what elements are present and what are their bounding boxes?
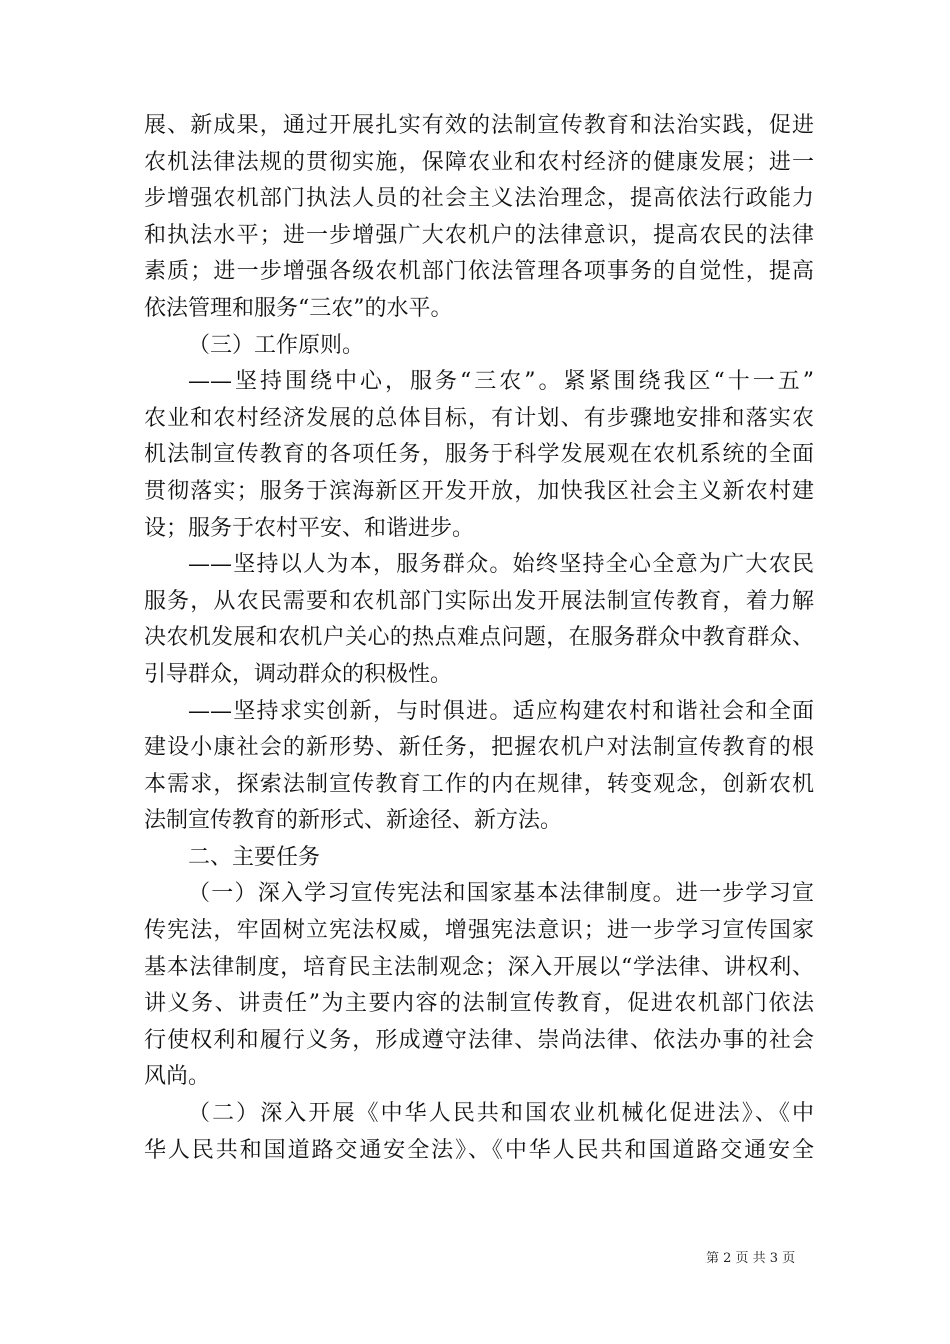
text-line: 素质；进一步增强各级农机部门依法管理各项事务的自觉性，提高: [144, 259, 814, 285]
text-line: 华人民共和国道路交通安全法》、《中华人民共和国道路交通安全: [144, 1137, 814, 1163]
text-line: 引导群众，调动群众的积极性。: [144, 661, 453, 687]
page-number-footer: 第 2 页 共 3 页: [706, 1251, 796, 1266]
text-line: 设；服务于农村平安、和谐进步。: [144, 515, 475, 541]
text-line: （二）深入开展《中华人民共和国农业机械化促进法》、《中: [188, 1101, 814, 1127]
text-line: 本需求，探索法制宣传教育工作的内在规律，转变观念，创新农机: [144, 771, 814, 797]
text-line: 贯彻落实；服务于滨海新区开发开放，加快我区社会主义新农村建: [144, 478, 814, 504]
text-line: 风尚。: [144, 1064, 211, 1090]
text-line: 二、主要任务: [188, 844, 321, 870]
text-line: 农业和农村经济发展的总体目标，有计划、有步骤地安排和落实农: [144, 405, 814, 431]
text-line: 讲义务、讲责任”为主要内容的法制宣传教育，促进农机部门依法: [144, 991, 814, 1017]
text-line: 法制宣传教育的新形式、新途径、新方法。: [144, 808, 563, 834]
text-line: 步增强农机部门执法人员的社会主义法治理念，提高依法行政能力: [144, 186, 814, 212]
text-line: ——坚持围绕中心，服务“三农”。紧紧围绕我区“十一五”: [188, 369, 814, 395]
document-body: [144, 108, 814, 1169]
text-line: （一）深入学习宣传宪法和国家基本法律制度。进一步学习宣: [188, 881, 814, 907]
text-line: 基本法律制度，培育民主法制观念；深入开展以“学法律、讲权利、: [144, 954, 814, 980]
text-line: （三）工作原则。: [188, 332, 365, 358]
text-line: 农机法律法规的贯彻实施，保障农业和农村经济的健康发展；进一: [144, 149, 814, 175]
text-line: 依法管理和服务“三农”的水平。: [144, 295, 453, 321]
text-line: 决农机发展和农机户关心的热点难点问题，在服务群众中教育群众、: [144, 625, 814, 651]
text-line: 服务，从农民需要和农机部门实际出发开展法制宣传教育，着力解: [144, 588, 814, 614]
text-line: 和执法水平；进一步增强广大农机户的法律意识，提高农民的法律: [144, 222, 814, 248]
text-line: 机法制宣传教育的各项任务，服务于科学发展观在农机系统的全面: [144, 442, 814, 468]
text-line: ——坚持以人为本，服务群众。始终坚持全心全意为广大农民: [188, 552, 814, 578]
text-line: 展、新成果，通过开展扎实有效的法制宣传教育和法治实践，促进: [144, 113, 814, 138]
text-line: 建设小康社会的新形势、新任务，把握农机户对法制宣传教育的根: [144, 735, 814, 761]
text-line: 传宪法，牢固树立宪法权威，增强宪法意识；进一步学习宣传国家: [144, 918, 814, 944]
text-line: ——坚持求实创新，与时俱进。适应构建农村和谐社会和全面: [188, 698, 814, 724]
text-line: 行使权利和履行义务，形成遵守法律、崇尚法律、依法办事的社会: [144, 1027, 814, 1053]
